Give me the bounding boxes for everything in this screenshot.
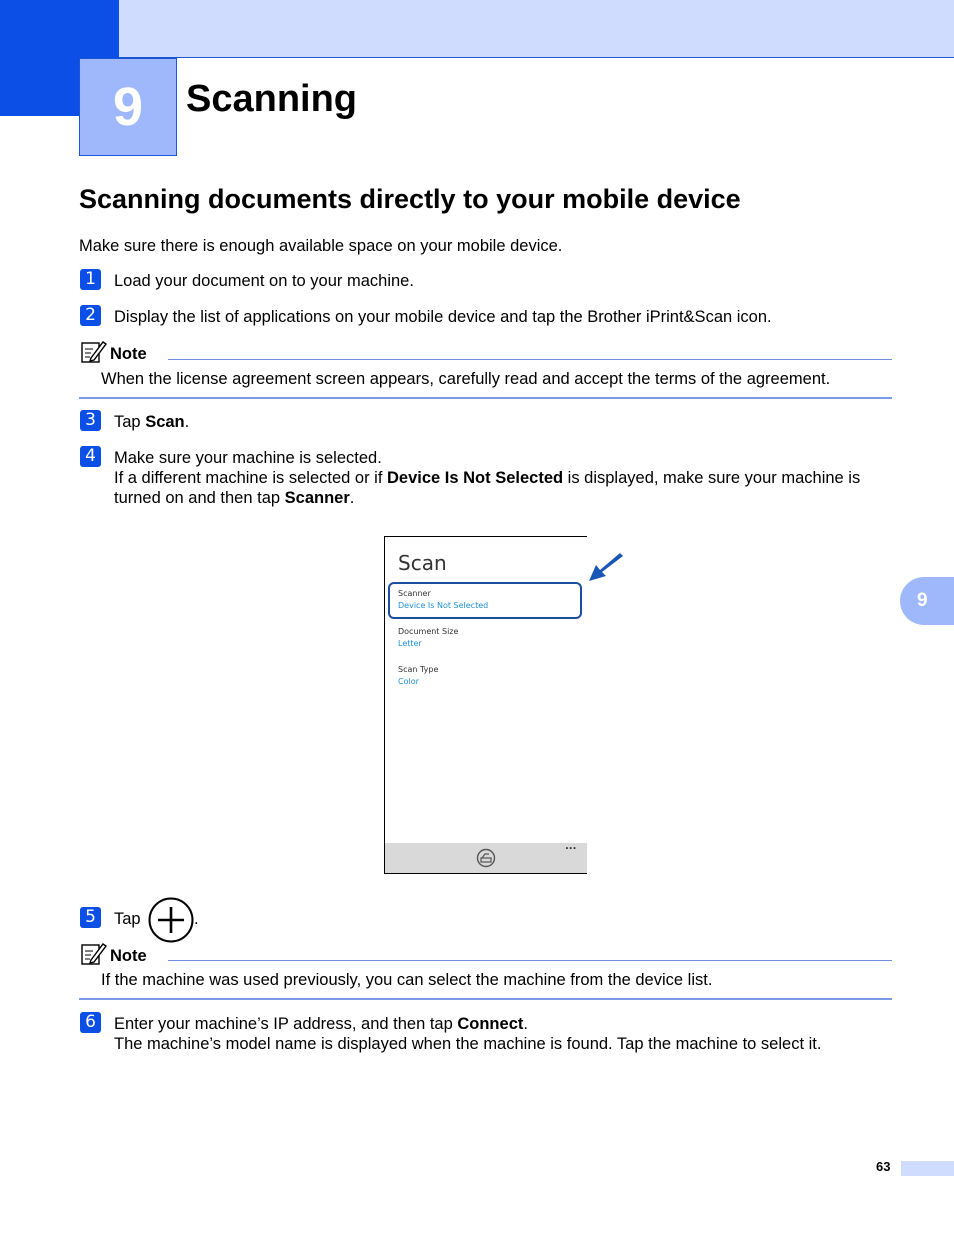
chapter-title: Scanning — [186, 78, 358, 120]
document-size-value: Letter — [398, 639, 422, 648]
note-2-bottom-rule — [79, 998, 892, 1000]
step-6-line-2: The machine’s model name is displayed when the machine is found. Tap the machine to select it. — [114, 1035, 822, 1053]
more-menu: ... — [565, 841, 577, 852]
chapter-number: 9 — [79, 58, 177, 156]
step-3-text: Tap Scan. — [114, 413, 190, 431]
step-2-text: Display the list of applications on your mobile device and tap the Brother iPrint&Scan icon. — [114, 308, 772, 326]
scan-type-label: Scan Type — [398, 665, 439, 674]
step-5-text-post: . — [194, 910, 199, 928]
add-circle-icon — [148, 897, 194, 943]
note-2-text: If the machine was used previously, you can select the machine from the device list. — [101, 971, 713, 989]
step-1-text: Load your document on to your machine. — [114, 272, 414, 290]
step-4-line-3: turned on and then tap Scanner. — [114, 489, 355, 507]
step-badge-2: 2 — [80, 305, 101, 326]
note-1-text: When the license agreement screen appears, carefully read and accept the terms of the agreement. — [101, 370, 831, 388]
intro-text: Make sure there is enough available space on your mobile device. — [79, 237, 563, 255]
note-2-top-rule — [168, 960, 892, 961]
step-badge-5: 5 — [80, 907, 101, 928]
note-1-top-rule — [168, 359, 892, 360]
app-bar — [385, 843, 587, 873]
scan-type-value: Color — [398, 677, 419, 686]
document-size-label: Document Size — [398, 627, 459, 636]
note-pencil-icon — [81, 942, 107, 966]
app-screenshot — [384, 536, 587, 874]
page-number: 63 — [876, 1159, 891, 1174]
note-pencil-icon — [81, 340, 107, 364]
scan-icon — [476, 848, 496, 868]
note-1-label: Note — [110, 345, 147, 363]
note-2-label: Note — [110, 947, 147, 965]
step-4-line-1: Make sure your machine is selected. — [114, 449, 382, 467]
arrow-pointer-icon — [587, 553, 625, 583]
section-title: Scanning documents directly to your mobile device — [79, 184, 741, 214]
step-badge-1: 1 — [80, 269, 101, 290]
step-4-line-2: If a different machine is selected or if Device Is Not Selected is displayed, make sure your machine is — [114, 469, 861, 487]
screenshot-title: Scan — [398, 551, 447, 575]
scanner-label: Scanner — [398, 589, 431, 598]
header-band — [0, 0, 954, 58]
note-1-bottom-rule — [79, 397, 892, 399]
step-badge-3: 3 — [80, 410, 101, 431]
scanner-value: Device Is Not Selected — [398, 601, 489, 610]
step-5-text-pre: Tap — [114, 910, 141, 928]
step-badge-4: 4 — [80, 446, 101, 467]
step-badge-6: 6 — [80, 1012, 101, 1033]
step-6-line-1: Enter your machine’s IP address, and then tap Connect. — [114, 1015, 528, 1033]
chapter-side-tab: 9 — [900, 577, 954, 625]
page-number-bar — [901, 1161, 954, 1176]
